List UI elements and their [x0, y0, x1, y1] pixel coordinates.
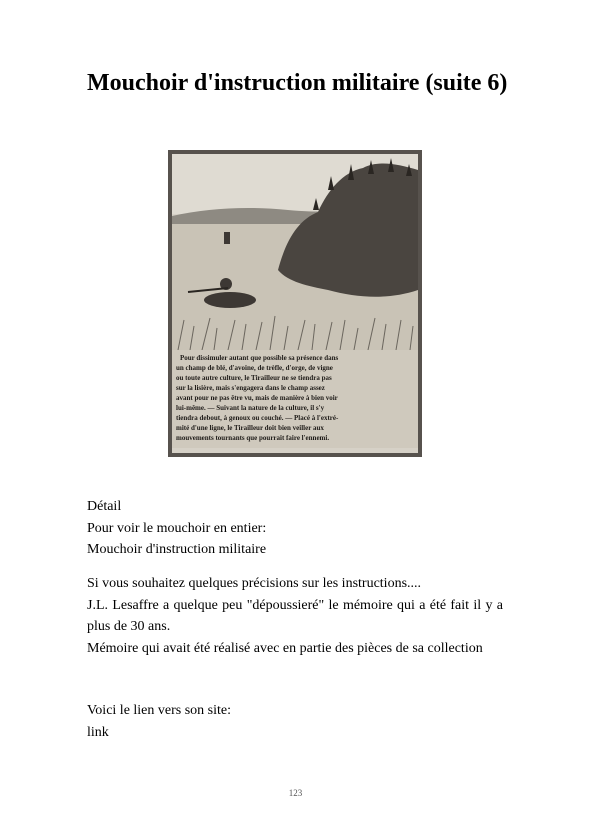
caption-line: un champ de blé, d'avoine, de trèfle, d'orge, de vigne: [176, 364, 333, 372]
distant-soldier: [224, 232, 230, 244]
military-handkerchief-detail-image: [168, 150, 422, 457]
page-title: Mouchoir d'instruction militaire (suite 6): [87, 70, 508, 96]
page-number: 123: [288, 788, 303, 798]
detail-label: Détail: [87, 499, 122, 514]
caption-line: lui-même. — Suivant la nature de la culture, il s'y: [176, 404, 325, 412]
paragraph-memoire: Mémoire qui avait été réalisé avec en partie des pièces de sa collection: [87, 640, 483, 656]
caption-line: sur la lisière, mais s'engagera dans le champ assez: [176, 384, 325, 392]
whole-handkerchief-link[interactable]: Mouchoir d'instruction militaire: [87, 542, 267, 558]
site-intro: Voici le lien vers son site:: [87, 703, 231, 718]
see-whole-text: Pour voir le mouchoir en entier:: [87, 520, 267, 536]
paragraph-lesaffre: J.L. Lesaffre a quelque peu "dépoussieré" le mémoire qui a été fait il y a plus de 30 ans.: [87, 597, 503, 635]
site-link[interactable]: link: [87, 724, 109, 740]
paragraph-precisions: Si vous souhaitez quelques précisions sur les instructions....: [87, 576, 422, 591]
detail-block: [87, 496, 503, 561]
instructions-block: [87, 573, 503, 659]
caption-line: Pour dissimuler autant que possible sa présence dans: [180, 354, 339, 362]
engraving-illustration: [168, 150, 422, 457]
caption-line: mité d'une ligne, le Tirailleur doit bien veiller aux: [176, 424, 324, 432]
caption-line: tiendra debout, à genoux ou couché. — Placé à l'extré-: [176, 414, 339, 422]
caption-line: ou toute autre culture, le Tirailleur ne se tiendra pas: [176, 374, 332, 382]
caption-line: avant pour ne pas être vu, mais de manière à bien voir: [176, 394, 338, 402]
site-block: [87, 700, 503, 743]
caption-line: mouvements tournants que pourrait faire l'ennemi.: [176, 434, 330, 442]
